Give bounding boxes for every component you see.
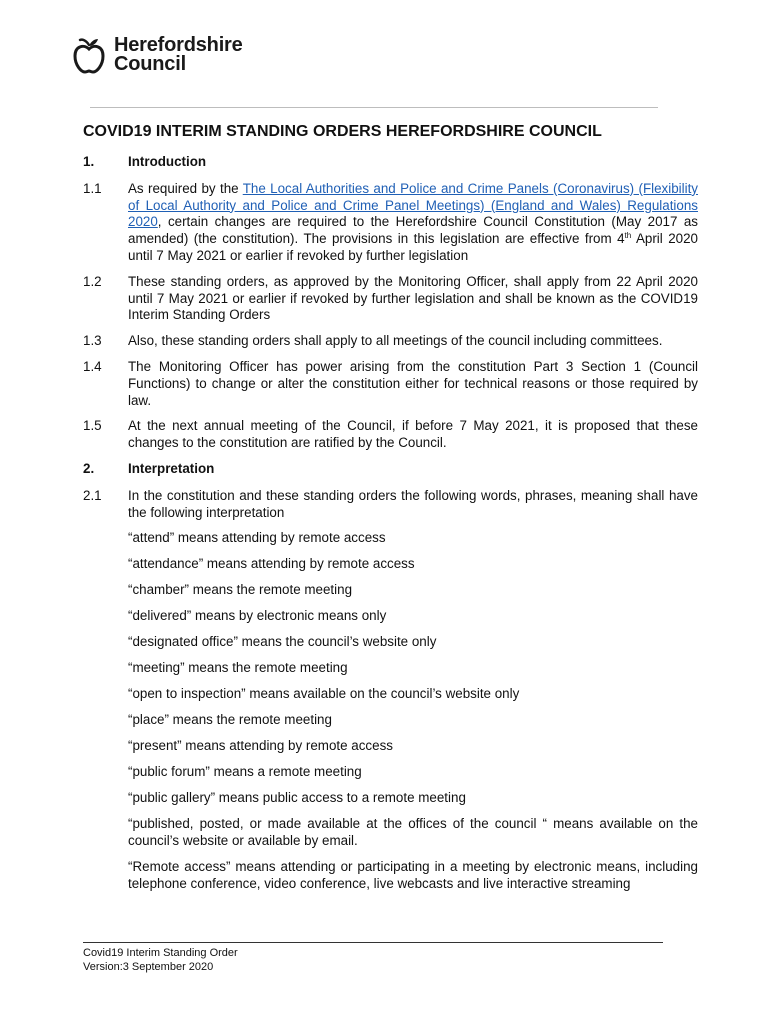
paragraph-number: 1.4: [83, 358, 102, 374]
logo-line-1: Herefordshire: [114, 34, 243, 56]
page-footer: [83, 942, 683, 974]
paragraph-text: These standing orders, as approved by the Monitoring Officer, shall apply from 22 April 2020 until 7 May 2021 or earlier if revoked by further legislation and shall be known as the COVID19 Interim Standing Orders: [128, 273, 698, 323]
header-divider: [90, 107, 658, 108]
paragraph-text: [128, 181, 698, 265]
definition-item: “attendance” means attending by remote access: [128, 556, 415, 572]
paragraph: [83, 181, 698, 265]
section-title: Introduction: [128, 154, 207, 169]
section-number: 1.: [83, 154, 95, 169]
section-number: 2.: [83, 460, 95, 476]
paragraph: [83, 333, 698, 350]
definition-item: “public forum” means a remote meeting: [128, 764, 362, 780]
paragraph-text: In the constitution and these standing orders the following words, phrases, meaning shall have the following interpretation: [128, 487, 698, 520]
definition-item: “attend” means attending by remote access: [128, 530, 386, 546]
text-run: As required by the: [128, 180, 243, 196]
definition-item: “public gallery” means public access to a remote meeting: [128, 790, 466, 806]
paragraph-text: At the next annual meeting of the Council, if before 7 May 2021, it is proposed that these changes to the constitution are ratified by the Council.: [128, 418, 698, 451]
definition-item: “Remote access” means attending or participating in a meeting by electronic means, including telephone conference, video conference, live webcasts and live interactive streaming: [128, 858, 698, 891]
footer-divider: [83, 942, 663, 943]
paragraph-text: The Monitoring Officer has power arising from the constitution Part 3 Section 1 (Council Functions) to change or alter the constitution either for technical reasons or those required by law.: [128, 358, 698, 408]
logo-line-2: Council: [114, 53, 186, 75]
section-title: Interpretation: [128, 460, 215, 476]
document-title: COVID19 INTERIM STANDING ORDERS HEREFORDSHIRE COUNCIL: [83, 123, 602, 140]
definition-item: “delivered” means by electronic means only: [128, 608, 387, 624]
section-heading: [83, 154, 698, 171]
definition-item: “meeting” means the remote meeting: [128, 660, 348, 676]
definition-item: “place” means the remote meeting: [128, 712, 332, 728]
council-logo: [72, 36, 243, 74]
paragraph-number: 1.2: [83, 273, 102, 289]
definition-item: “open to inspection” means available on the council’s website only: [128, 686, 520, 702]
definition-item: “present” means attending by remote access: [128, 738, 393, 754]
paragraph-number: 1.1: [83, 180, 102, 196]
regulations-link[interactable]: The Local Authorities and Police and Crime Panels (Coronavirus) (Flexibility of Local Authority and Police and Crime Panel Meetings) (England and Wales) Regulations 2020: [128, 180, 699, 230]
paragraph-text: Also, these standing orders shall apply to all meetings of the council including committees.: [128, 333, 663, 349]
paragraph-number: 2.1: [83, 487, 102, 503]
document-body: [83, 122, 698, 902]
paragraph: [83, 274, 698, 324]
footer-document-name: Covid19 Interim Standing Order: [83, 947, 238, 959]
footer-version: Version:3 September 2020: [83, 961, 214, 973]
paragraph-number: 1.3: [83, 333, 102, 349]
paragraph: [83, 418, 698, 452]
paragraph-number: 1.5: [83, 418, 102, 434]
superscript: th: [624, 231, 632, 241]
paragraph: [83, 488, 698, 522]
text-run: April 2020 until 7 May 2021 or earlier if revoked by further legislation: [128, 231, 698, 263]
definition-item: “chamber” means the remote meeting: [128, 582, 353, 598]
definition-item: “designated office” means the council’s website only: [128, 634, 437, 650]
definition-item: “published, posted, or made available at the offices of the council “ means available on the council’s website or available by email.: [128, 816, 698, 848]
apple-icon: [72, 36, 106, 74]
text-run: , certain changes are required to the Herefordshire Council Constitution (May 2017 as amended) (the constitution). The provisions in this legislation are effective from 4: [128, 214, 698, 247]
section-heading: [83, 461, 698, 478]
paragraph: [83, 359, 698, 409]
